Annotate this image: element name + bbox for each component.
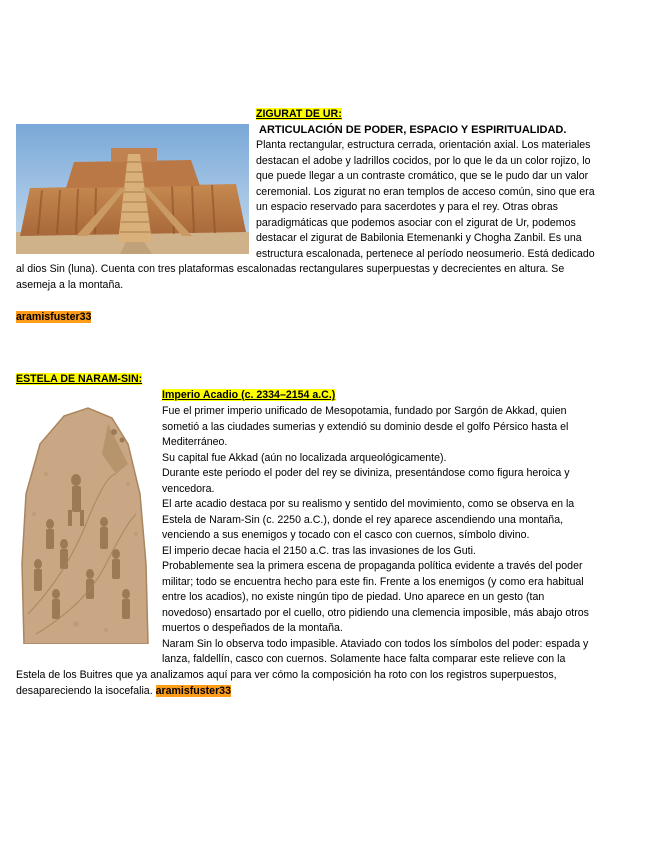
- section2-signature: aramisfuster33: [155, 684, 231, 697]
- text-line: lanza, faldellín, casco con cuernos. Solamente hace falta comparar este relieve con la: [162, 653, 566, 665]
- text-line: Estela de Naram-Sin (c. 2250 a.C.), donde el rey aparece ascendiendo una montaña,: [162, 513, 564, 526]
- text-line: sometió a las ciudades sumerias y extendió su dominio desde el golfo Pérsico hasta el: [162, 420, 569, 433]
- section1-subtitle: ARTICULACIÓN DE PODER, ESPACIO Y ESPIRITUALIDAD.: [259, 124, 567, 136]
- text-line: militar; todo se encuentra hecho para este fin. Frente a los enemigos (y como era habitual: [162, 575, 584, 588]
- text-line: un espacio reservado para sacerdotes y para el rey. Otras obras: [256, 201, 558, 213]
- text-line: desapareciendo la isocefalia.: [16, 684, 153, 697]
- text-line: Naram Sin lo observa todo impasible. Ataviado con todos los símbolos del poder: espada y: [162, 637, 589, 650]
- section2-subtitle: Imperio Acadio (c. 2334–2154 a.C.): [162, 389, 336, 401]
- section2-body-continued: [16, 668, 557, 699]
- text-line: El imperio decae hacia el 2150 a.C. tras las invasiones de los Guti.: [162, 544, 476, 557]
- stele-image: [16, 404, 152, 644]
- text-line: novedoso) ensartado por el cuello, otro pidiendo una clemencia imposible, más abajo otros: [162, 606, 589, 619]
- text-line: entre los acadios), no existe ningún tipo de piedad. Uno aparece en un gesto (tan: [162, 591, 545, 603]
- section1-body: [256, 138, 595, 262]
- text-line: Su capital fue Akkad (aún no localizada arqueológicamente).: [162, 451, 447, 464]
- text-line: que puede llegar a un contraste cromático, que se le pudo dar un valor: [256, 170, 589, 182]
- text-line: Mediterráneo.: [162, 436, 228, 448]
- text-line: Fue el primer imperio unificado de Mesopotamia, fundado por Sargón de Akkad, quien: [162, 405, 567, 417]
- text-line: ceremonial. Los zigurat no eran templos de acceso común, sino que era: [256, 185, 595, 198]
- text-line: Planta rectangular, estructura cerrada, orientación axial. Los materiales: [256, 139, 591, 151]
- text-line: vencedora.: [162, 482, 215, 495]
- text-line: venciendo a sus enemigos y tocado con el casco con cuernos, símbolo divino.: [162, 529, 530, 541]
- text-line: Durante este periodo el poder del rey se diviniza, presentándose como figura heroica y: [162, 467, 570, 479]
- section2-title: ESTELA DE NARAM-SIN:: [16, 373, 143, 385]
- section1-signature: aramisfuster33: [16, 311, 92, 323]
- text-line: paradigmáticas que podemos asociar con el zigurat de Ur, podemos: [256, 216, 576, 229]
- text-line: destacar el zigurat de Babilonia Etemenanki y Chogha Zanbil. Es una: [256, 232, 582, 244]
- text-line: destacan el adobe y ladrillos cocidos, por lo que le da un color rojizo, lo: [256, 154, 591, 167]
- text-line: muertos o despeñados de la montaña.: [162, 622, 343, 634]
- text-line: estructura escalonada, pertenece al período neosumerio. Está dedicado: [256, 247, 595, 260]
- section1-title: ZIGURAT DE UR:: [256, 108, 342, 120]
- section1-body-continued: [16, 262, 564, 293]
- text-line: Probablemente sea la primera escena de propaganda política evidente a través del poder: [162, 560, 583, 572]
- text-line: asemeja a la montaña.: [16, 278, 124, 291]
- ziggurat-image: [16, 124, 249, 254]
- text-line: Estela de los Buitres que ya analizamos aquí para ver cómo la composición ha roto con los registros superpuestos,: [16, 669, 557, 681]
- section2-body: [162, 404, 589, 668]
- text-line: El arte acadio destaca por su realismo y sentido del movimiento, como se observa en la: [162, 498, 575, 510]
- text-line: al dios Sin (luna). Cuenta con tres plataformas escalonadas rectangulares superpuestas y decrecientes en altura. Se: [16, 263, 565, 275]
